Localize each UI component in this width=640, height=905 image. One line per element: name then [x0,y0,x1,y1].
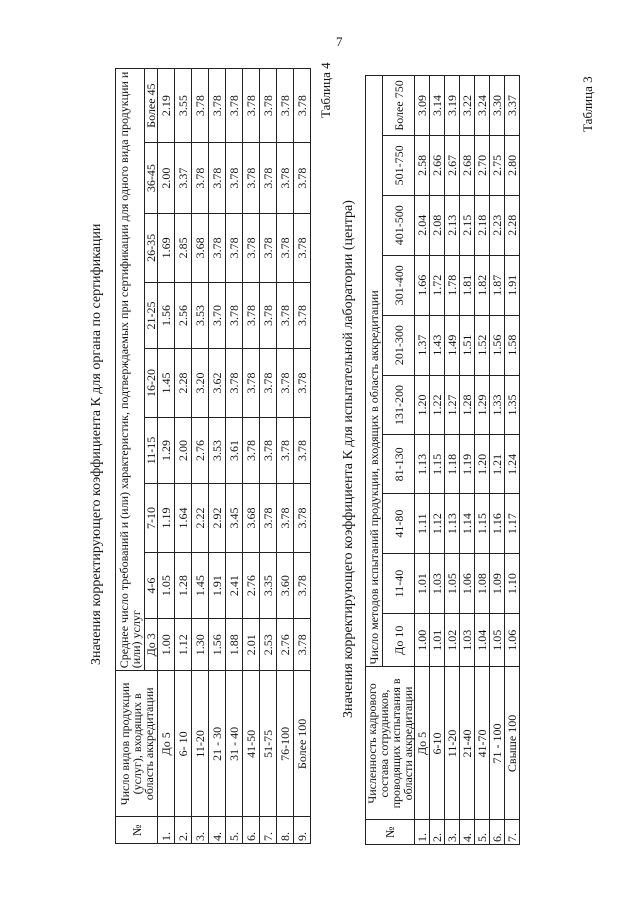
row-label: До 5 [158,671,175,817]
value-cell: 1.56 [158,282,175,348]
value-cell: 3.61 [226,417,243,483]
value-cell: 3.78 [277,282,294,348]
value-cell: 3.20 [192,349,209,418]
row-label: 41-70 [475,667,490,820]
subheader-cell: До 10 [383,614,415,667]
row-number: 6. [243,817,260,844]
value-cell: 2.75 [490,135,505,195]
value-cell: 3.78 [226,143,243,214]
row-number: 1. [415,820,430,845]
value-cell: 1.08 [475,554,490,614]
value-cell: 3.78 [209,143,226,214]
value-cell: 1.91 [505,255,520,315]
row-label: 6-10 [430,667,445,820]
value-cell: 3.19 [445,76,460,136]
table3 [115,68,311,844]
value-cell: 2.08 [430,195,445,255]
subheader-cell: 7-10 [145,484,158,553]
value-cell: 1.13 [445,494,460,554]
value-cell: 3.78 [209,69,226,143]
value-cell: 3.53 [192,282,209,348]
row-number: 2. [430,820,445,845]
subheader-cell: 36-45 [145,143,158,214]
value-cell: 3.78 [277,69,294,143]
value-cell: 2.76 [277,619,294,671]
t3-header-type: Число видов продукции (услуг), входящих в область аккредитации [116,671,158,817]
value-cell: 2.01 [243,619,260,671]
table-row [505,76,520,845]
value-cell: 3.78 [226,69,243,143]
value-cell: 2.28 [175,349,192,418]
row-number: 7. [260,817,277,844]
value-cell: 1.81 [460,255,475,315]
value-cell: 1.05 [158,552,175,618]
value-cell: 2.92 [209,484,226,553]
value-cell: 3.30 [490,76,505,136]
value-cell: 3.78 [209,214,226,283]
table-row [415,76,430,845]
value-cell: 3.78 [277,484,294,553]
value-cell: 1.29 [158,417,175,483]
subheader-cell: 16-20 [145,349,158,418]
value-cell: 1.78 [445,255,460,315]
subheader-cell: 81-130 [383,435,415,494]
row-number: 4. [209,817,226,844]
row-number: 1. [158,817,175,844]
value-cell: 2.76 [243,552,260,618]
value-cell: 1.17 [505,494,520,554]
value-cell: 1.56 [490,315,505,375]
value-cell: 2.70 [475,135,490,195]
table-row [192,69,209,844]
value-cell: 3.78 [226,282,243,348]
value-cell: 3.78 [226,214,243,283]
value-cell: 1.06 [460,554,475,614]
value-cell: 1.52 [475,315,490,375]
value-cell: 1.28 [460,375,475,435]
value-cell: 3.78 [294,69,311,143]
subheader-cell: Более 45 [145,69,158,143]
subheader-cell: 501-750 [383,135,415,195]
value-cell: 3.78 [277,214,294,283]
value-cell: 2.00 [175,417,192,483]
value-cell: 3.78 [243,349,260,418]
row-number: 5. [475,820,490,845]
row-number: 3. [445,820,460,845]
value-cell: 1.29 [475,375,490,435]
value-cell: 3.53 [209,417,226,483]
table-row [243,69,260,844]
value-cell: 2.28 [505,195,520,255]
value-cell: 1.66 [415,255,430,315]
value-cell: 3.78 [226,349,243,418]
value-cell: 1.13 [415,435,430,494]
value-cell: 1.69 [158,214,175,283]
value-cell: 2.13 [445,195,460,255]
subheader-cell: 41-80 [383,494,415,554]
value-cell: 2.41 [226,552,243,618]
t4-header-type: Численность кадрового состава сотрудников, проводящих испытания в области аккредитации [366,667,415,820]
value-cell: 2.00 [158,143,175,214]
value-cell: 3.14 [430,76,445,136]
value-cell: 2.04 [415,195,430,255]
table4-label: Таблица 4 [318,62,333,118]
value-cell: 1.00 [158,619,175,671]
row-number: 3. [192,817,209,844]
value-cell: 1.64 [175,484,192,553]
value-cell: 1.45 [158,349,175,418]
value-cell: 1.72 [430,255,445,315]
value-cell: 1.12 [175,619,192,671]
value-cell: 1.03 [460,614,475,667]
value-cell: 3.78 [243,69,260,143]
value-cell: 1.19 [158,484,175,553]
value-cell: 2.68 [460,135,475,195]
value-cell: 3.78 [294,143,311,214]
t4-header-group: Число методов испытаний продукции, входящих в область аккредитации [366,76,383,667]
value-cell: 3.78 [294,282,311,348]
table-row [294,69,311,844]
table-row [226,69,243,844]
value-cell: 3.78 [294,417,311,483]
value-cell: 1.09 [490,554,505,614]
value-cell: 3.78 [294,214,311,283]
value-cell: 3.78 [243,282,260,348]
table-row [430,76,445,845]
t3-header-num: № [116,817,158,844]
value-cell: 1.10 [505,554,520,614]
subheader-cell: 26-35 [145,214,158,283]
value-cell: 3.78 [277,143,294,214]
value-cell: 2.67 [445,135,460,195]
table-row [460,76,475,845]
value-cell: 1.20 [415,375,430,435]
value-cell: 2.58 [415,135,430,195]
subheader-cell: 4-6 [145,552,158,618]
value-cell: 1.01 [415,554,430,614]
row-label: До 5 [415,667,430,820]
value-cell: 1.00 [415,614,430,667]
value-cell: 3.78 [260,349,277,418]
subheader-cell: 201-300 [383,315,415,375]
value-cell: 1.05 [490,614,505,667]
table-row [445,76,460,845]
value-cell: 3.62 [209,349,226,418]
value-cell: 1.88 [226,619,243,671]
subheader-cell: 401-500 [383,195,415,255]
subheader-cell: До 3 [145,619,158,671]
table4 [365,75,520,845]
value-cell: 3.35 [260,552,277,618]
value-cell: 1.21 [490,435,505,494]
value-cell: 1.06 [505,614,520,667]
value-cell: 2.76 [192,417,209,483]
value-cell: 1.58 [505,315,520,375]
value-cell: 3.78 [243,143,260,214]
value-cell: 3.78 [260,282,277,348]
row-label: 76-100 [277,671,294,817]
table-row [175,69,192,844]
value-cell: 3.70 [209,282,226,348]
value-cell: 3.09 [415,76,430,136]
subheader-cell: 11-40 [383,554,415,614]
row-label: Свыше 100 [505,667,520,820]
row-number: 2. [175,817,192,844]
value-cell: 1.49 [445,315,460,375]
row-label: 41-50 [243,671,260,817]
value-cell: 3.78 [260,214,277,283]
table-row [277,69,294,844]
table-row [158,69,175,844]
value-cell: 1.22 [430,375,445,435]
value-cell: 3.78 [294,619,311,671]
value-cell: 1.02 [445,614,460,667]
value-cell: 1.15 [475,494,490,554]
value-cell: 1.01 [430,614,445,667]
table-row [209,69,226,844]
row-number: 8. [277,817,294,844]
value-cell: 3.78 [192,143,209,214]
value-cell: 2.23 [490,195,505,255]
value-cell: 1.16 [490,494,505,554]
row-label: 11-20 [192,671,209,817]
page-number: 7 [336,34,343,49]
value-cell: 3.22 [460,76,475,136]
value-cell: 1.45 [192,552,209,618]
value-cell: 3.45 [226,484,243,553]
value-cell: 3.37 [505,76,520,136]
value-cell: 1.51 [460,315,475,375]
row-label: 51-75 [260,671,277,817]
value-cell: 3.78 [277,417,294,483]
value-cell: 1.56 [209,619,226,671]
value-cell: 1.12 [430,494,445,554]
row-label: 21-40 [460,667,475,820]
value-cell: 1.28 [175,552,192,618]
subheader-cell: 131-200 [383,375,415,435]
row-number: 6. [490,820,505,845]
row-number: 5. [226,817,243,844]
table3-title: Значения корректирующего коэффициента К для органа по сертификации [89,223,104,665]
row-label: 31 - 40 [226,671,243,817]
row-label: 71 - 100 [490,667,505,820]
value-cell: 3.37 [175,143,192,214]
value-cell: 1.82 [475,255,490,315]
table-row [260,69,277,844]
value-cell: 1.05 [445,554,460,614]
value-cell: 3.78 [260,417,277,483]
value-cell: 3.78 [294,484,311,553]
value-cell: 1.87 [490,255,505,315]
value-cell: 1.43 [430,315,445,375]
value-cell: 1.33 [490,375,505,435]
value-cell: 1.11 [415,494,430,554]
value-cell: 1.03 [430,554,445,614]
value-cell: 1.91 [209,552,226,618]
value-cell: 3.78 [294,552,311,618]
value-cell: 2.19 [158,69,175,143]
row-number: 7. [505,820,520,845]
value-cell: 3.78 [243,417,260,483]
row-number: 9. [294,817,311,844]
subheader-cell: 21-25 [145,282,158,348]
value-cell: 3.78 [260,143,277,214]
subheader-cell: 11-15 [145,417,158,483]
value-cell: 2.22 [192,484,209,553]
value-cell: 1.35 [505,375,520,435]
value-cell: 3.78 [192,69,209,143]
value-cell: 3.78 [260,484,277,553]
value-cell: 3.24 [475,76,490,136]
subheader-cell: Более 750 [383,76,415,136]
value-cell: 3.78 [260,69,277,143]
t4-header-num: № [366,820,415,845]
value-cell: 1.30 [192,619,209,671]
t3-header-group: Среднее число требований и (или) характеристик, подтверждаемых при сертификации для одного вида продукции и (или) услуг [116,69,145,671]
row-label: 6- 10 [175,671,192,817]
row-label: 21 - 30 [209,671,226,817]
row-label: Более 100 [294,671,311,817]
row-number: 4. [460,820,475,845]
value-cell: 2.56 [175,282,192,348]
table-row [490,76,505,845]
value-cell: 3.60 [277,552,294,618]
value-cell: 1.04 [475,614,490,667]
value-cell: 2.18 [475,195,490,255]
value-cell: 3.68 [243,484,260,553]
table4-title: Значения корректирующего коэффициента К для испытательной лаборатории (центра) [341,200,356,718]
value-cell: 3.68 [192,214,209,283]
value-cell: 1.37 [415,315,430,375]
value-cell: 1.15 [430,435,445,494]
table-row [475,76,490,845]
value-cell: 2.15 [460,195,475,255]
value-cell: 3.55 [175,69,192,143]
subheader-cell: 301-400 [383,255,415,315]
table3-label: Таблица 3 [580,76,595,132]
value-cell: 1.20 [475,435,490,494]
value-cell: 3.78 [243,214,260,283]
row-label: 11-20 [445,667,460,820]
value-cell: 2.53 [260,619,277,671]
value-cell: 3.78 [277,349,294,418]
value-cell: 1.19 [460,435,475,494]
value-cell: 1.18 [445,435,460,494]
value-cell: 2.85 [175,214,192,283]
value-cell: 1.14 [460,494,475,554]
value-cell: 3.78 [294,349,311,418]
value-cell: 1.27 [445,375,460,435]
value-cell: 2.66 [430,135,445,195]
value-cell: 1.24 [505,435,520,494]
value-cell: 2.80 [505,135,520,195]
